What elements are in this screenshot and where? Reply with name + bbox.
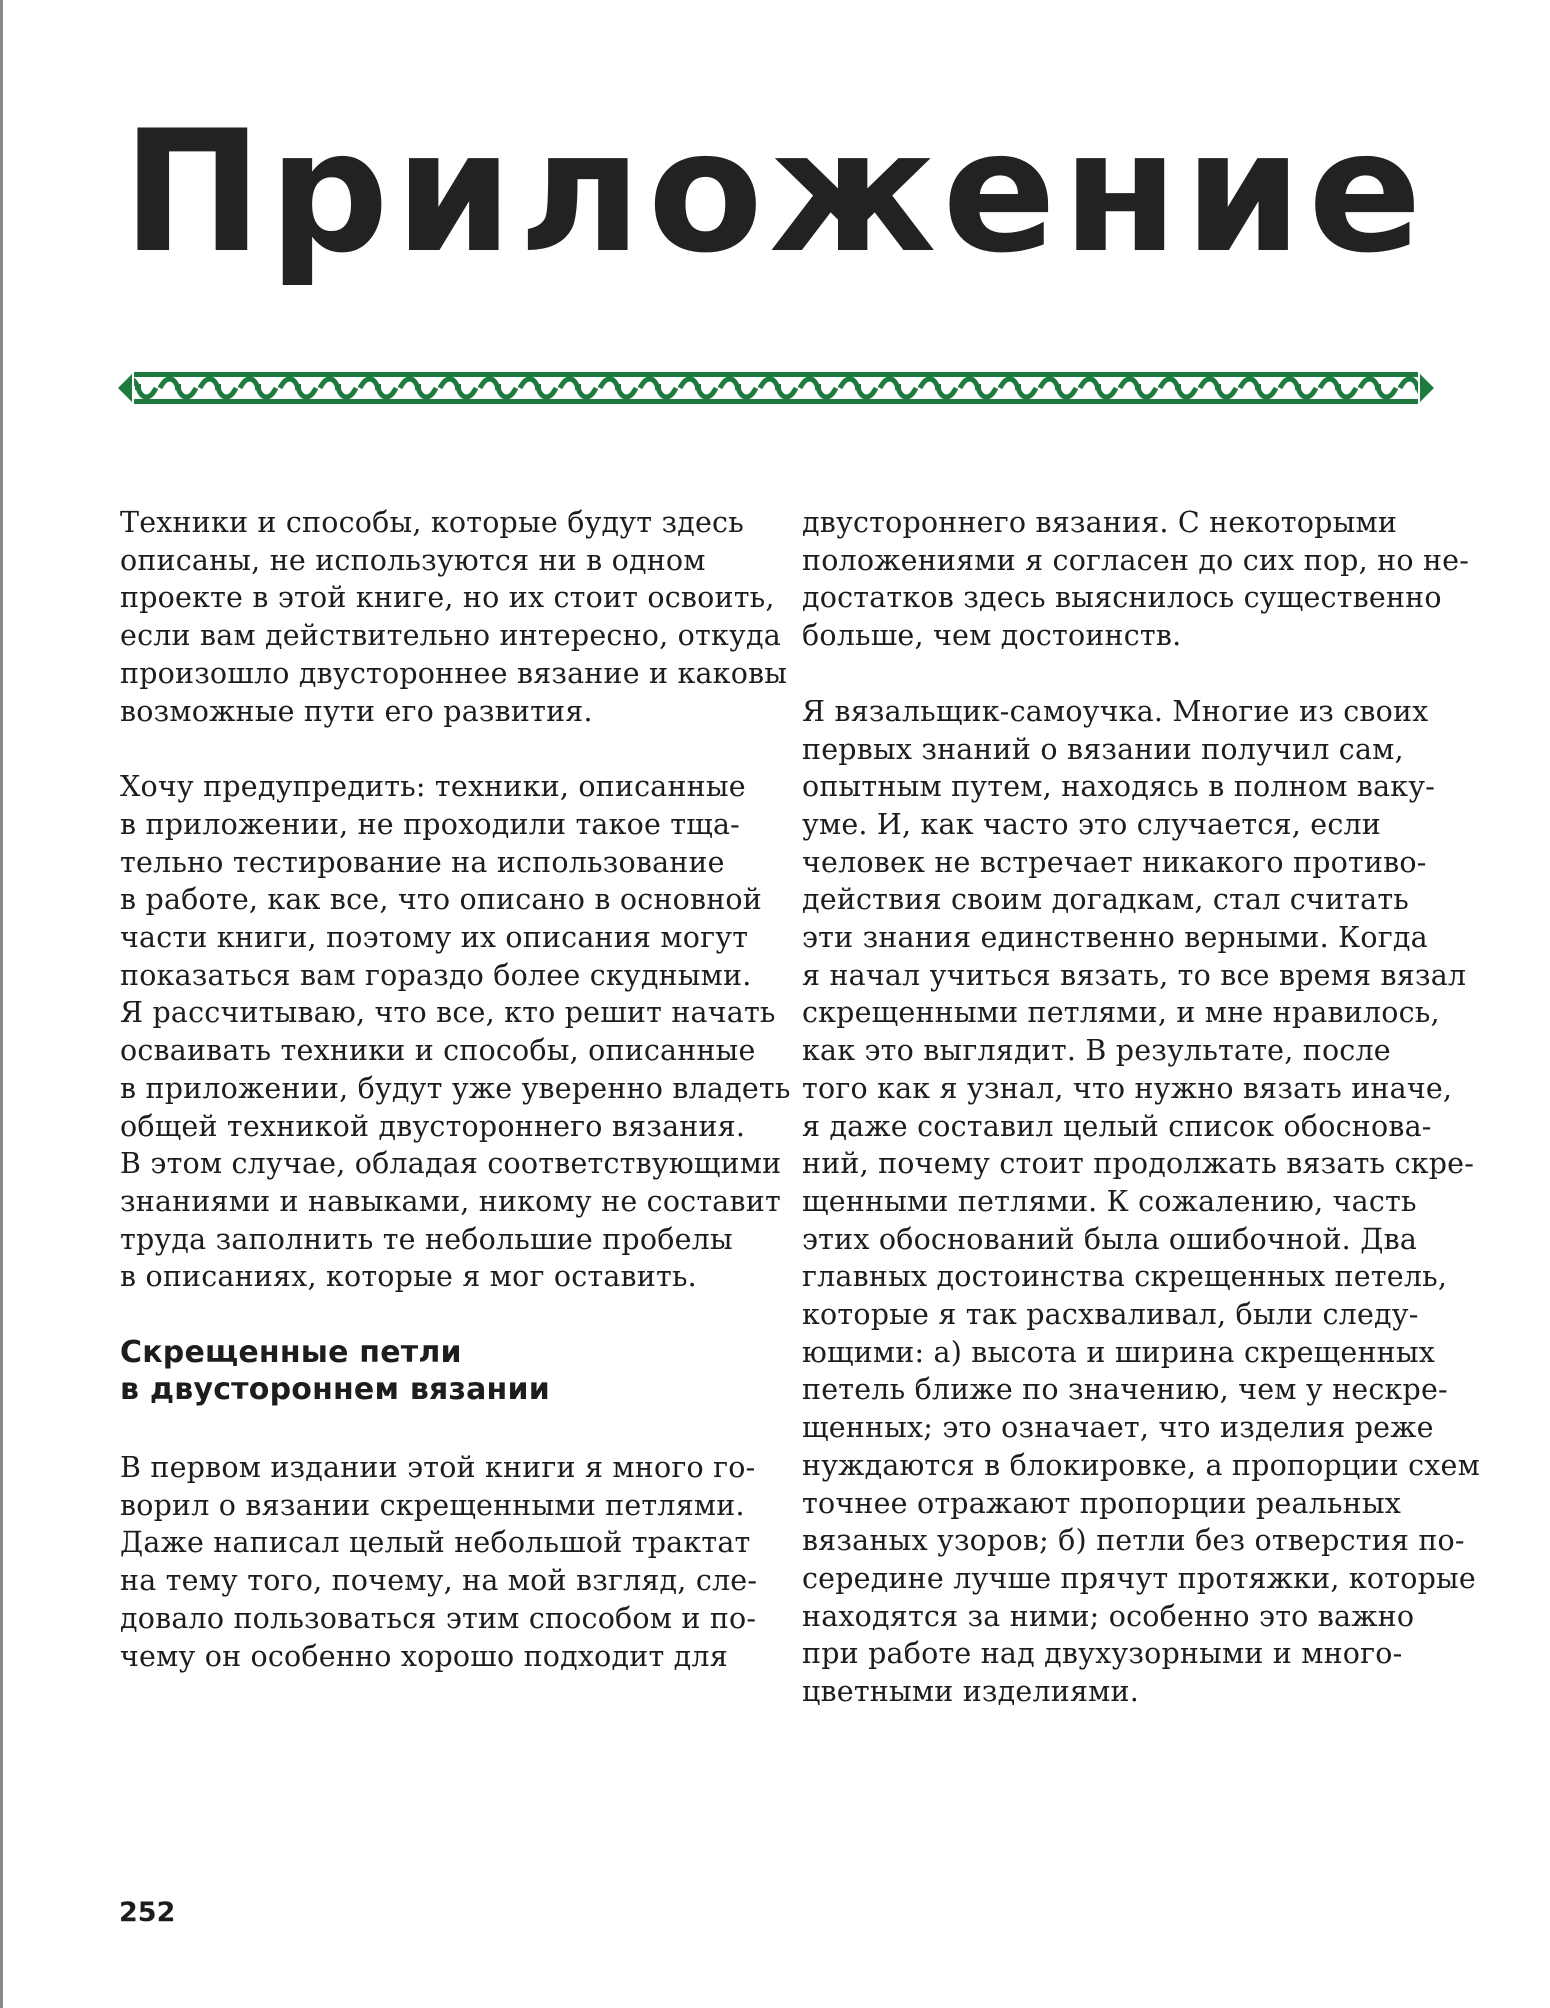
text-line: нуждаются в блокировке, а пропорции схем	[802, 1448, 1480, 1482]
text-line: эти знания единственно верными. Когда	[802, 921, 1428, 955]
text-line: цветными изделиями.	[802, 1675, 1139, 1709]
knit-wave-border-icon	[118, 366, 1434, 410]
text-line: я начал учиться вязать, то все время вязал	[802, 958, 1467, 992]
text-line: первых знаний о вязании получил сам,	[802, 732, 1404, 766]
text-line: этих обоснований была ошибочной. Два	[802, 1222, 1418, 1256]
text-line: Техники и способы, которые будут здесь	[120, 506, 744, 539]
text-line: уме. И, как часто это случается, если	[802, 807, 1381, 841]
text-line: Даже написал целый небольшой трактат	[120, 1526, 751, 1560]
heading-line: Скрещенные петли	[120, 1335, 462, 1371]
text-line: находятся за ними; особенно это важно	[802, 1599, 1415, 1633]
text-line: В этом случае, обладая соответствующими	[120, 1147, 782, 1181]
text-line: середине лучше прячут протяжки, которые	[802, 1561, 1476, 1595]
text-line: щенных; это означает, что изделия реже	[802, 1411, 1434, 1445]
text-line: в работе, как все, что описано в основной	[120, 883, 762, 917]
text-line: больше, чем достоинств.	[802, 619, 1182, 653]
right-column	[802, 504, 1480, 1749]
paragraph	[120, 768, 791, 1296]
text-line: если вам действительно интересно, откуда	[120, 619, 781, 653]
text-line: ворил о вязании скрещенными петлями.	[120, 1488, 745, 1522]
text-line: того как я узнал, что нужно вязать иначе,	[802, 1071, 1453, 1105]
text-line: ний, почему стоит продолжать вязать скре-	[802, 1147, 1475, 1181]
text-line: в описаниях, которые я мог оставить.	[120, 1260, 697, 1294]
text-line: в приложении, не проходили такое тща-	[120, 807, 740, 841]
text-line: в приложении, будут уже уверенно владеть	[120, 1071, 791, 1105]
page-title: Приложение	[122, 94, 1428, 290]
paragraph	[802, 693, 1480, 1711]
text-line: произошло двустороннее вязание и каковы	[120, 656, 788, 690]
text-line: Хочу предупредить: техники, описанные	[120, 770, 746, 804]
text-line: опытным путем, находясь в полном ваку-	[802, 770, 1436, 804]
text-line: скрещенными петлями, и мне нравилось,	[802, 996, 1440, 1030]
text-line: тельно тестирование на использование	[120, 845, 725, 879]
text-line: достатков здесь выяснилось существенно	[802, 581, 1442, 615]
heading-line: в двустороннем вязании	[120, 1372, 550, 1408]
text-line: вязаных узоров; б) петли без отверстия по-	[802, 1524, 1465, 1558]
left-column	[120, 504, 791, 1713]
text-line: действия своим догадкам, стал считать	[802, 883, 1409, 917]
text-line: которые я так расхваливал, были следу-	[802, 1298, 1419, 1332]
text-line: главных достоинства скрещенных петель,	[802, 1260, 1448, 1294]
text-line: части книги, поэтому их описания могут	[120, 921, 749, 955]
section-heading	[120, 1334, 770, 1408]
text-line: труда заполнить те небольшие пробелы	[120, 1222, 733, 1256]
text-line: возможные пути его развития.	[120, 694, 593, 728]
text-line: В первом издании этой книги я много го-	[120, 1451, 756, 1485]
text-line: двустороннего вязания. С некоторыми	[802, 506, 1398, 539]
text-line: положениями я согласен до сих пор, но не-	[802, 543, 1470, 577]
text-line: человек не встречает никакого противо-	[802, 845, 1427, 879]
text-line: довало пользоваться этим способом и по-	[120, 1601, 757, 1635]
text-line: общей техникой двустороннего вязания.	[120, 1109, 746, 1143]
text-line: показаться вам гораздо более скудными.	[120, 958, 752, 992]
text-line: знаниями и навыками, никому не составит	[120, 1184, 781, 1218]
text-line: на тему того, почему, на мой взгляд, сле-	[120, 1564, 758, 1598]
page-number: 252	[119, 1897, 176, 1928]
text-line: как это выглядит. В результате, после	[802, 1034, 1391, 1068]
text-line: Я рассчитываю, что все, кто решит начать	[120, 996, 776, 1030]
text-line: описаны, не используются ни в одном	[120, 543, 706, 577]
text-line: проекте в этой книге, но их стоит освоить,	[120, 581, 775, 615]
text-line: точнее отражают пропорции реальных	[802, 1486, 1402, 1520]
page-edge	[0, 0, 3, 2008]
text-line: осваивать техники и способы, описанные	[120, 1034, 756, 1068]
paragraph	[802, 504, 1470, 655]
text-line: чему он особенно хорошо подходит для	[120, 1639, 728, 1673]
text-line: Я вязальщик-самоучка. Многие из своих	[802, 694, 1429, 728]
text-line: петель ближе по значению, чем у нескре-	[802, 1373, 1448, 1407]
text-line: при работе над двухузорными и много-	[802, 1637, 1403, 1671]
text-line: ющими: а) высота и ширина скрещенных	[802, 1335, 1435, 1369]
paragraph	[120, 1449, 770, 1675]
text-line: я даже составил целый список обоснова-	[802, 1109, 1432, 1143]
text-line: щенными петлями. К сожалению, часть	[802, 1184, 1417, 1218]
paragraph	[120, 504, 788, 730]
